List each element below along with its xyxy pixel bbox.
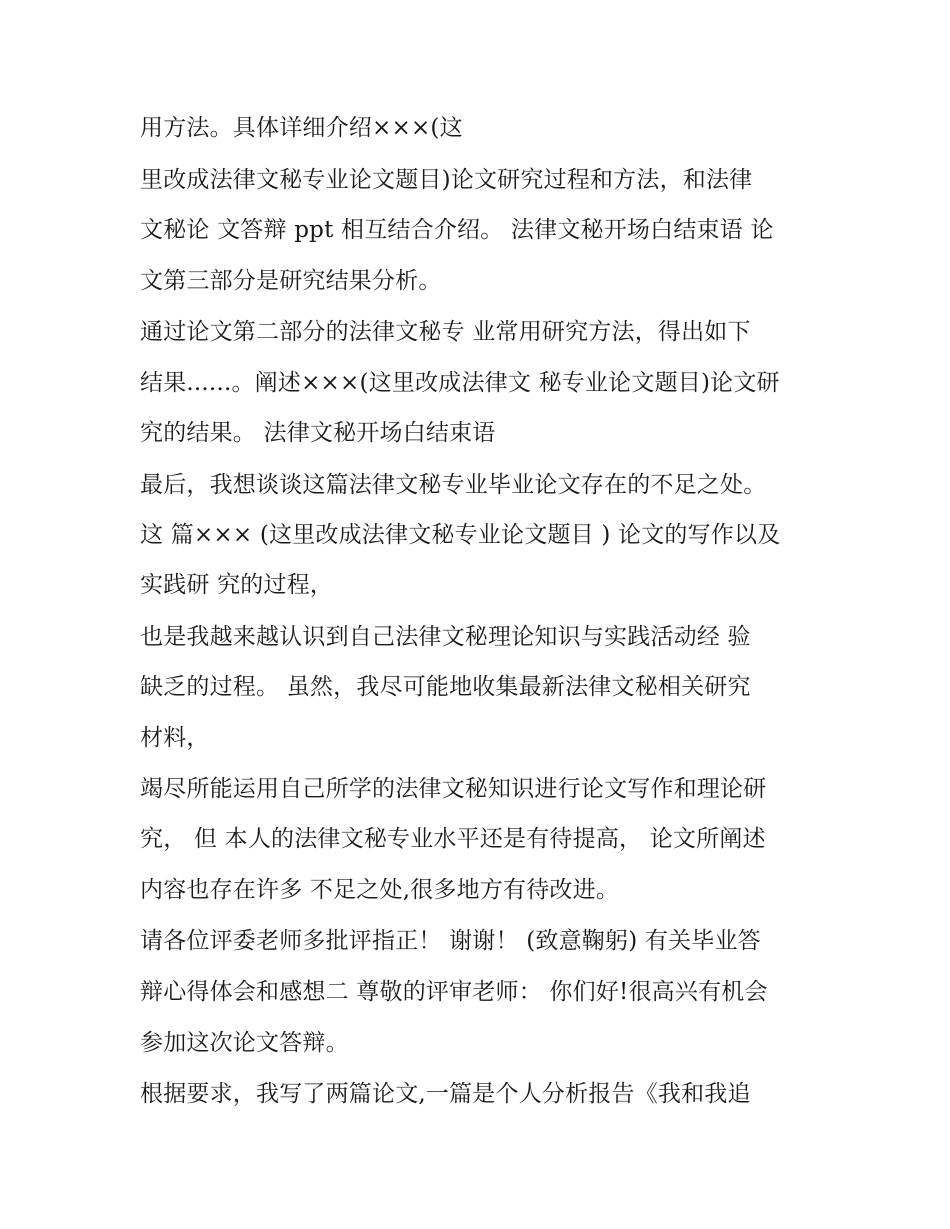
paragraph-line: 这 篇××× (这里改成法律文秘专业论文题目 ) 论文的写作以及 <box>140 522 781 548</box>
paragraph-line: 究， 但 本人的法律文秘专业水平还是有待提高， 论文所阐述 <box>140 826 766 852</box>
paragraph-line: 竭尽所能运用自己所学的法律文秘知识进行论文写作和理论研 <box>140 776 767 802</box>
paragraph-line: 根据要求，我写了两篇论文,一篇是个人分析报告《我和我追 <box>140 1081 751 1107</box>
paragraph-line: 缺乏的过程。 虽然，我尽可能地收集最新法律文秘相关研究 <box>140 674 751 700</box>
paragraph-line: 最后，我想谈谈这篇法律文秘专业毕业论文存在的不足之处。 <box>140 472 767 498</box>
paragraph-line: 参加这次论文答辩。 <box>140 1030 349 1056</box>
paragraph-line: 用方法。具体详细介绍×××(这 <box>140 115 463 141</box>
paragraph-line: 辩心得体会和感想二 尊敬的评审老师： 你们好!很高兴有机会 <box>140 979 768 1005</box>
paragraph-line: 实践研 究的过程， <box>140 572 334 598</box>
paragraph-line: 材料， <box>140 725 210 751</box>
paragraph-line: 究的结果。 法律文秘开场白结束语 <box>140 420 496 446</box>
paragraph-line: 文秘论 文答辩 ppt 相互结合介绍。 法律文秘开场白结束语 论 <box>140 217 774 243</box>
paragraph-line: 里改成法律文秘专业论文题目)论文研究过程和方法，和法律 <box>140 167 753 193</box>
paragraph-line: 通过论文第二部分的法律文秘专 业常用研究方法，得出如下 <box>140 319 751 345</box>
paragraph-line: 也是我越来越认识到自己法律文秘理论知识与实践活动经 验 <box>140 624 751 650</box>
paragraph-line: 内容也存在许多 不足之处,很多地方有待改进。 <box>140 877 620 903</box>
paragraph-line: 结果......。阐述×××(这里改成法律文 秘专业论文题目)论文研 <box>140 370 780 396</box>
paragraph-line: 请各位评委老师多批评指正！ 谢谢！ (致意鞠躬) 有关毕业答 <box>140 928 761 954</box>
paragraph-line: 文第三部分是研究结果分析。 <box>140 268 442 294</box>
